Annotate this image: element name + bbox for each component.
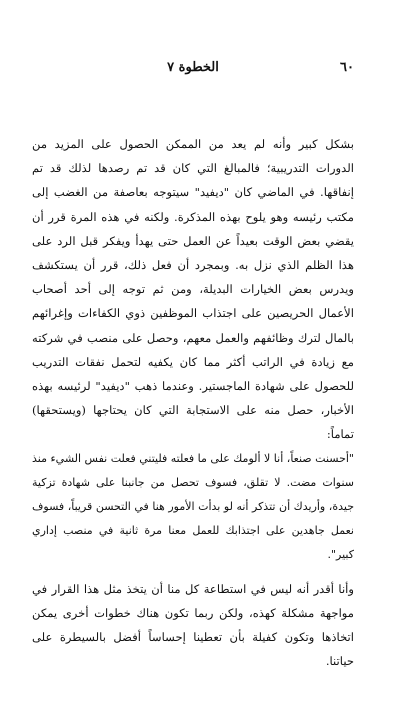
paragraph: بشكل كبير وأنه لم يعد من الممكن الحصول على المزيد من الدورات التدريبية؛ فالمبالغ التي كان قد تم رصدها لذلك قد تم إنفاقها. في الماضي كان "ديفيد" سيتوجه بعاصفة من الغضب إلى مكتب رئيسه وهو يلوح بهذه المذكرة. ولكنه في هذه المرة قرر أن يقضي بعض الوقت بعيداً عن العمل حتى يهدأ ويفكر قبل الرد على هذا الظلم الذي نزل به. وبمجرد أن فعل ذلك، قرر أن يستكشف ويدرس بعض الخيارات البديلة، ومن ثم توجه إلى أحد أصحاب الأعمال الحريصين على اجتذاب الموظفين ذوي الكفاءات وإغرائهم بالمال لترك وظائفهم والعمل معهم، وحصل على منصب في شركته مع زيادة في الراتب أكثر مما كان يكفيه لتحمل نفقات التدريب للحصول على شهادة الماجستير. وعندما ذهب "ديفيد" لرئيسه بهذه الأخبار، حصل منه على الاستجابة التي كان يحتاجها (ويستحقها) تماماً: xyxy=(32,137,354,442)
quote-paragraph: "أحسنت صنعاً، أنا لا ألومك على ما فعلته فليتني فعلت نفس الشيء منذ سنوات مضت. لا تقلق، فسوف تحصل من جانبنا على شهادة تزكية جيدة، وأريدك أن تتذكر أنه لو بدأت الأمور هنا في التحسن قريباً، فسوف نعمل جاهدين على اجتذابك للعمل معنا مرة ثانية في منصب إداري كبير". xyxy=(32,451,354,562)
book-page xyxy=(0,50,404,716)
page-header xyxy=(32,50,354,90)
body-text xyxy=(32,132,354,673)
chapter-title: الخطوة ٧ xyxy=(167,60,219,75)
paragraph: وأنا أقدر أنه ليس في استطاعة كل منا أن يتخذ مثل هذا القرار في مواجهة مشكلة كهذه، ولكن ربما تكون هناك خطوات أخرى يمكن اتخاذها وتكون كفيلة بأن تعطينا إحساساً أفضل بالسيطرة على حياتنا. xyxy=(32,581,354,669)
page-number: ٦٠ xyxy=(340,60,354,75)
